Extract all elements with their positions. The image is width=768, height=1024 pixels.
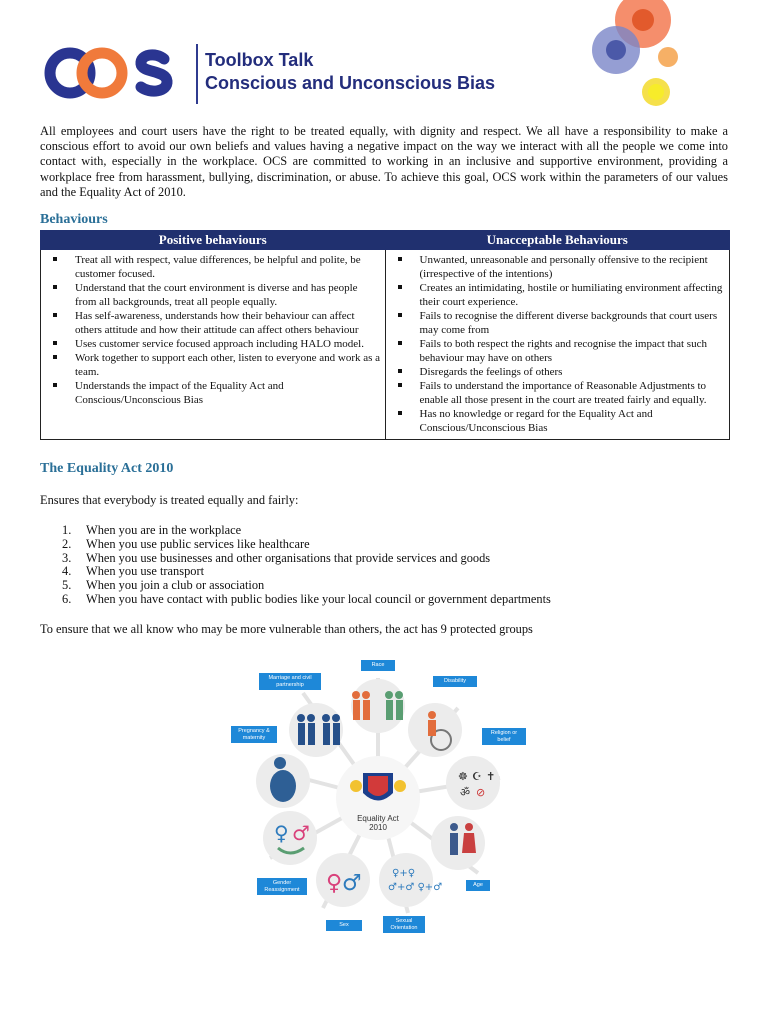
positive-list bbox=[45, 253, 381, 407]
protected-groups-text: To ensure that we all know who may be more vulnerable than others, the act has 9 protected groups bbox=[40, 622, 533, 636]
list-item: Disregards the feelings of others bbox=[390, 365, 726, 379]
list-item: Unwanted, unreasonable and personally offensive to the recipient (irrespective of the intentions) bbox=[390, 253, 726, 281]
list-item: Has no knowledge or regard for the Equality Act and Conscious/Unconscious Bias bbox=[390, 407, 726, 435]
center-label-1: Equality Act bbox=[357, 814, 399, 823]
list-item: 3. When you use businesses and other organisations that provide services and goods bbox=[62, 550, 491, 565]
svg-text:☪: ☪ bbox=[472, 770, 482, 783]
list-item: Has self-awareness, understands how their behaviour can affect others attitude and how their attitude can affect others behaviour bbox=[45, 309, 381, 337]
label-religion: Religion or belief bbox=[482, 728, 526, 745]
label-pregnancy: Pregnancy & maternity bbox=[231, 726, 277, 743]
svg-text:☸: ☸ bbox=[458, 770, 468, 783]
list-item: Work together to support each other, listen to everyone and work as a team. bbox=[45, 351, 381, 379]
list-item: 4. When you use transport bbox=[62, 564, 205, 579]
list-item: Treat all with respect, value differences, be helpful and polite, be customer focused. bbox=[45, 253, 381, 281]
list-item: Understand that the court environment is diverse and has people from all backgrounds, treat all people equally. bbox=[45, 281, 381, 309]
label-sex: Sex bbox=[326, 920, 362, 931]
center-label-2: 2010 bbox=[369, 823, 387, 832]
list-item: Creates an intimidating, hostile or humiliating environment affecting their court experience. bbox=[390, 281, 726, 309]
list-item: Fails to understand the importance of Reasonable Adjustments to enable all those present in the court are treated fairly and equally. bbox=[390, 379, 726, 407]
label-sexual-orientation: Sexual Orientation bbox=[383, 916, 425, 933]
list-item: Fails to both respect the rights and recognise the impact that such behaviour may have on others bbox=[390, 337, 726, 365]
label-disability: Disability bbox=[433, 676, 477, 687]
list-item: Uses customer service focused approach including HALO model. bbox=[45, 337, 381, 351]
list-item: 1. When you are in the workplace bbox=[62, 523, 242, 537]
page-subtitle: Conscious and Unconscious Bias bbox=[205, 73, 496, 93]
svg-text:♂: ♂ bbox=[342, 871, 362, 896]
svg-text:ॐ: ॐ bbox=[460, 786, 471, 799]
positive-cell bbox=[41, 250, 386, 440]
label-gender-reassignment: Gender Reassignment bbox=[257, 878, 307, 895]
svg-text:♀: ♀ bbox=[274, 821, 289, 845]
svg-text:♂+♂ ♀+♂: ♂+♂ ♀+♂ bbox=[388, 882, 443, 893]
list-item: Fails to recognise the different diverse backgrounds that court users may come from bbox=[390, 309, 726, 337]
list-item: 2. When you use public services like healthcare bbox=[62, 536, 310, 551]
protected-groups-infographic bbox=[228, 658, 538, 943]
svg-text:⊘: ⊘ bbox=[476, 786, 486, 799]
decorative-bubbles bbox=[588, 0, 708, 110]
header-divider bbox=[196, 44, 198, 104]
unacceptable-list bbox=[390, 253, 726, 435]
list-item: 6. When you have contact with public bodies like your local council or government departments bbox=[62, 591, 551, 606]
unacceptable-header: Unacceptable Behaviours bbox=[385, 231, 730, 250]
list-item: Understands the impact of the Equality Act and Conscious/Unconscious Bias bbox=[45, 379, 381, 407]
behaviours-table bbox=[40, 230, 730, 440]
positive-header: Positive behaviours bbox=[41, 231, 386, 250]
ocs-logo bbox=[44, 40, 176, 106]
equality-act-intro: Ensures that everybody is treated equally and fairly: bbox=[40, 493, 299, 507]
wheel-graphic bbox=[228, 658, 538, 943]
svg-text:♀+♀: ♀+♀ bbox=[392, 868, 416, 879]
label-race: Race bbox=[361, 660, 395, 671]
equality-act-list bbox=[40, 524, 551, 607]
page-title: Toolbox Talk bbox=[205, 50, 314, 70]
label-age: Age bbox=[466, 880, 490, 891]
svg-text:♂: ♂ bbox=[292, 821, 310, 845]
svg-text:✝: ✝ bbox=[486, 770, 496, 783]
behaviours-heading: Behaviours bbox=[40, 212, 108, 227]
svg-text:♀: ♀ bbox=[326, 871, 343, 896]
intro-paragraph: All employees and court users have the right to be treated equally, with dignity and respect. We all have a responsibility to make a conscious effort to avoid our own beliefs and values having a negative impact on the way we interact with all the people we come into contact with, especially in the workplace. OCS are committed to working in an inclusive and supportive environment, providing a workplace free from harassment, bullying, discrimination, or abuse. To achieve this goal, OCS work within the parameters of our values and the Equality Act of 2010. bbox=[40, 124, 728, 199]
unacceptable-cell bbox=[385, 250, 730, 440]
equality-act-heading: The Equality Act 2010 bbox=[40, 461, 174, 476]
label-marriage: Marriage and civil partnership bbox=[259, 673, 321, 690]
list-item: 5. When you join a club or association bbox=[62, 578, 265, 593]
